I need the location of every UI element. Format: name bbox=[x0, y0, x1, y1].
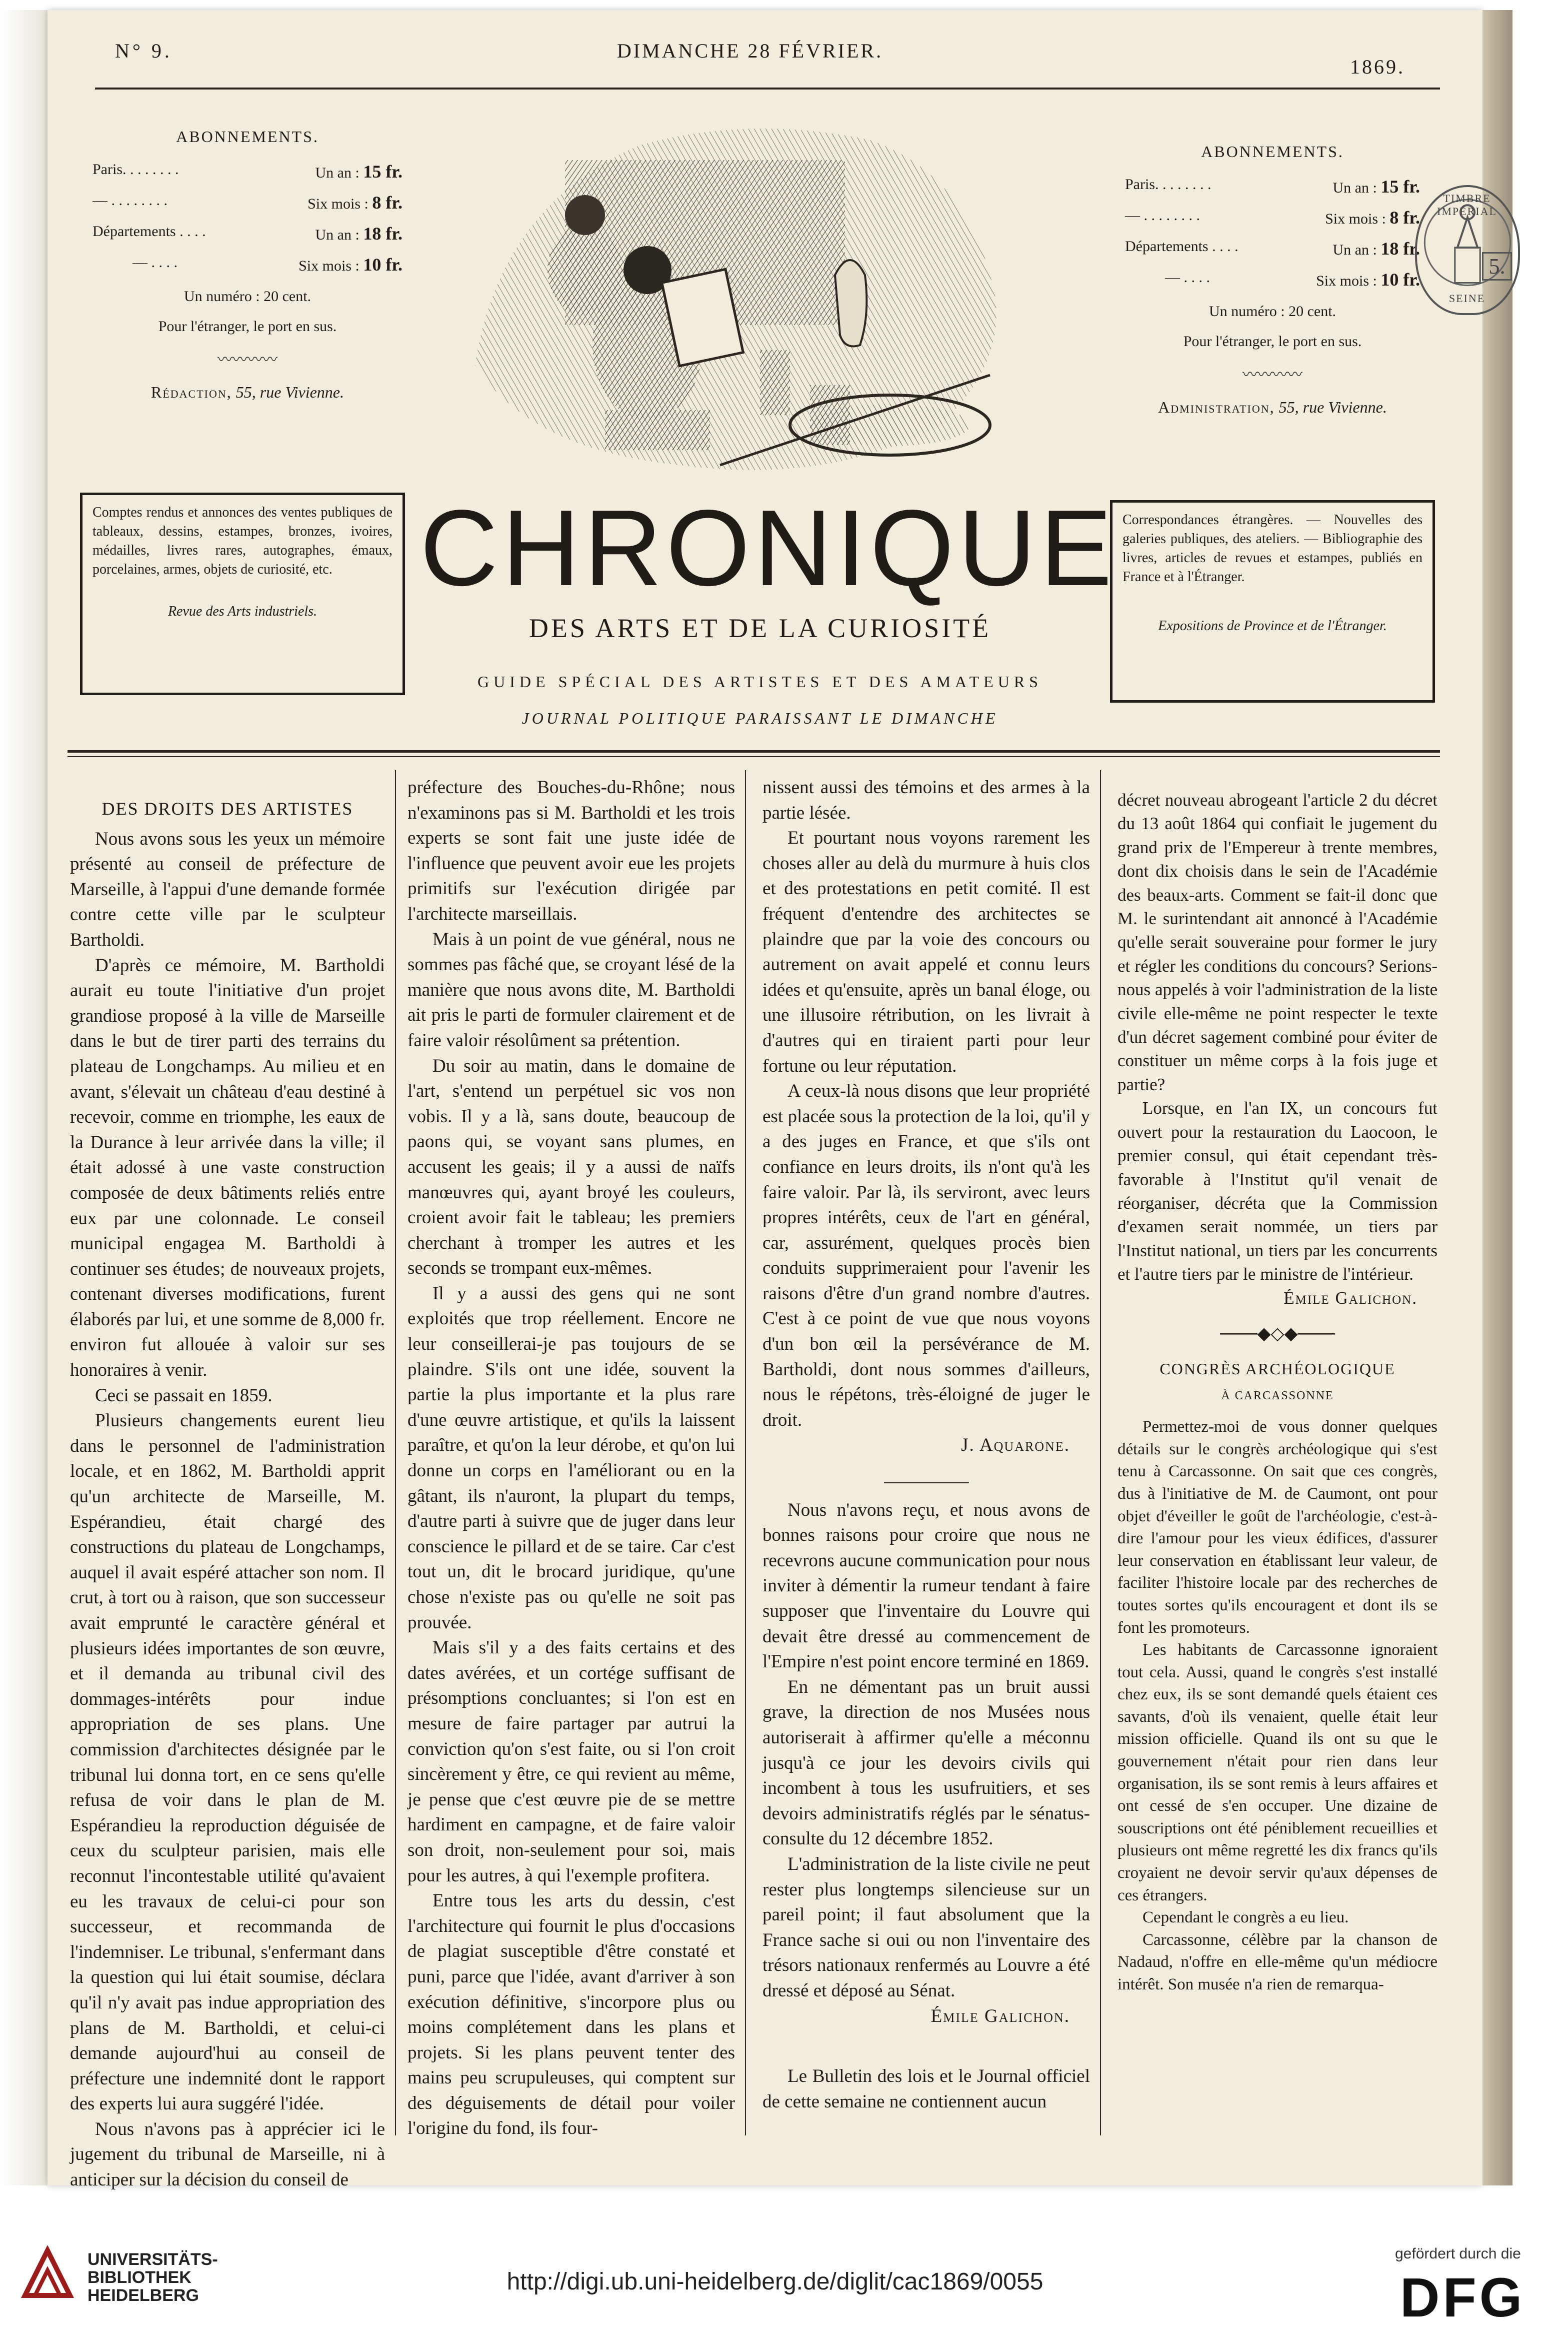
right-sub-row: Départements . . . . Un an : 18 fr. bbox=[1125, 238, 1420, 259]
left-sub-row: Paris. . . . . . . . Un an : 15 fr. bbox=[92, 161, 402, 182]
left-sub-row: — . . . . Six mois : 10 fr. bbox=[132, 254, 402, 275]
masthead-engraving bbox=[440, 105, 1030, 485]
column-rule bbox=[1100, 770, 1101, 2135]
paragraph: En ne démentant pas un bruit aussi grave, la direction de nos Musées nous autoriserait à affirmer qu'elle a méconnu jusqu'à ce jour les devoirs civils qui incombent à tous les usufruitiers, et ses devoirs administratifs réglés par le sénatus-consulte du 12 décembre 1852. bbox=[762, 1676, 1090, 1849]
paragraph: Le Bulletin des lois et le Journal officiel de cette semaine ne contiennent aucun bbox=[762, 2066, 1090, 2112]
masthead-rule bbox=[68, 750, 1440, 753]
paragraph: Et pourtant nous voyons rarement les choses aller au delà du murmure à huis clos et des protestations en petit comité. Il est fréquent d'entendre des architectes se plaindre que par la voie des concours ou autrement on avait appelé et connu leurs idées et qu'ensuite, après un banal éloge, ou une illusoire rétribution, on les livrait à d'autres qui en tiraient parti pour leur fortune ou leur réputation. bbox=[762, 828, 1090, 1076]
funding-note: gefördert durch die bbox=[1395, 2245, 1521, 2262]
paragraph: Entre tous les arts du dessin, c'est l'architecture qui fournit le plus d'occasions de plagiat susceptible d'être constaté et puni, parce que l'idée, avant d'arriver à son exécution définitive, s'incorpore plus ou moins complétement dans les plans et projets. Si les plans peuvent tenter des mains peu scrupuleuses, qui comptent sur des déguisements de détail pour voiler l'origine du fond, ils four- bbox=[408, 1890, 735, 2139]
paragraph: Nous n'avons pas à apprécier ici le jugement du tribunal de Marseille, ni à anticiper sur la décision du conseil de bbox=[70, 2118, 385, 2190]
right-sub-row: — . . . . . . . . Six mois : 8 fr. bbox=[1125, 207, 1420, 228]
paragraph: Ceci se passait en 1859. bbox=[95, 1385, 272, 1406]
masthead-subtitle: DES ARTS ET DE LA CURIOSITÉ bbox=[528, 613, 992, 643]
section-heading: CONGRÈS ARCHÉOLOGIQUE bbox=[1160, 1360, 1396, 1378]
tax-stamp bbox=[1415, 185, 1520, 315]
right-subscriptions-title: ABONNEMENTS. bbox=[1201, 143, 1344, 161]
source-url[interactable]: http://digi.ub.uni-heidelberg.de/diglit/cac1869/0055 bbox=[506, 2268, 1044, 2295]
signature: Émile Galichon. bbox=[1284, 1288, 1418, 1308]
dfg-logo: DFG bbox=[1400, 2267, 1526, 2328]
stamp-label: TIMBRE IMPÉRIAL bbox=[1437, 192, 1497, 218]
signature: J. Aquarone. bbox=[961, 1435, 1070, 1456]
left-single-issue: Un numéro : 20 cent. bbox=[184, 288, 312, 305]
masthead-rule-thin bbox=[68, 756, 1440, 757]
article-column-3 bbox=[762, 775, 1090, 2114]
right-sub-row: — . . . . Six mois : 10 fr. bbox=[1165, 269, 1420, 290]
left-notice-footer: Revue des Arts industriels. bbox=[168, 604, 318, 619]
spacer bbox=[762, 2029, 1090, 2064]
article-column-1 bbox=[70, 794, 385, 2193]
paragraph: Les habitants de Carcassonne ignoraient tout cela. Aussi, quand le congrès s'est installé chez eux, ils se sont demandé quels étaient ces savants, d'où ils venaient, quelle était leur mission officielle. Quand ils ont su que le gouvernement n'était pour rien dans leur organisation, ils se sont remis à leurs affaires et ont cessé de s'en occuper. Une dizaine de souscriptions ont été péniblement recueillies et plusieurs ont même regretté les dix francs qu'ils croyaient ne devoir servir qu'aux dépenses de ces étrangers. bbox=[1118, 1641, 1438, 1904]
paragraph: Nous avons sous les yeux un mémoire présenté au conseil de préfecture de Marseille, à l'appui d'une demande formée contre cette ville par le sculpteur Bartholdi. bbox=[70, 828, 385, 950]
right-notice-text: Correspondances étrangères. — Nouvelles des galeries publiques, des ateliers. — Bibliographie des livres, articles de revues et estampes, publiés en France et à l'Étranger. bbox=[1122, 512, 1422, 585]
left-notice-box bbox=[80, 493, 405, 695]
left-notice-text: Comptes rendus et annonces des ventes publiques de tableaux, dessins, estampes, bronzes, ivoires, médailles, livres rares, autographes, émaux, porcelaines, armes, objets de curiosité, etc. bbox=[92, 505, 392, 577]
paragraph: Nous n'avons reçu, et nous avons de bonnes raisons pour croire que nous ne recevrons aucune communication pour nous inviter à démentir la rumeur tendant à faire supposer que l'inventaire du Louvre qui devait être dressé au commencement de l'Empire n'est point encore terminé en 1869. bbox=[762, 1499, 1090, 1672]
right-foreign-note: Pour l'étranger, le port en sus. bbox=[1183, 333, 1362, 350]
paragraph: Mais à un point de vue général, nous ne sommes pas fâché que, se croyant lésé de la manière que nous avons dite, M. Bartholdi ait pris le parti de formuler clairement et de faire valoir résolûment sa prétention. bbox=[408, 929, 735, 1051]
paragraph: nissent aussi des témoins et des armes à la partie lésée. bbox=[762, 777, 1090, 823]
left-subscriptions bbox=[92, 128, 402, 402]
left-sub-row: Départements . . . . Un an : 18 fr. bbox=[92, 223, 402, 244]
article-column-4 bbox=[1118, 788, 1438, 1996]
header-rule bbox=[95, 88, 1440, 90]
stamp-dept: SEINE bbox=[1448, 292, 1486, 305]
paragraph: A ceux-là nous disons que leur propriété est placée sous la protection de la loi, qu'il y a des juges en France, et que s'ils ont confiance en leurs droits, ils n'ont qu'à les faire valoir. Par là, ils serviront, avec leurs propres intérêts, ceux de l'art en général, car, assurément, quelques procès bien conduits supprimeraient pour l'avenir les raisons d'être d'un grand nombre d'autres. C'est à ce point de vue que nous voyons d'un bon œil la persévérance de M. Bartholdi, dont nous sommes d'ailleurs, nous le répétons, très-éloigné de juger le droit. bbox=[762, 1081, 1090, 1430]
left-foreign-note: Pour l'étranger, le port en sus. bbox=[158, 318, 337, 335]
masthead-title: CHRONIQUE bbox=[420, 487, 1116, 608]
right-notice-box bbox=[1110, 500, 1435, 703]
issue-number: N° 9. bbox=[115, 40, 172, 62]
binding-spine bbox=[1482, 10, 1512, 2185]
paragraph: Lorsque, en l'an IX, un concours fut ouvert pour la restauration du Laocoon, le premier consul, qui était cependant très-favorable à l'Institut qu'il venait de réorganiser, décréta que la Commission d'examen serait nommée, un tiers par l'Institut national, un tiers par les concurrents et l'autre tiers par le ministre de l'intérieur. bbox=[1118, 1098, 1438, 1284]
ornament: ───◆◇◆─── bbox=[1220, 1323, 1335, 1343]
column-rule bbox=[745, 770, 746, 2135]
left-subscriptions-title: ABONNEMENTS. bbox=[176, 128, 319, 146]
article-heading: DES DROITS DES ARTISTES bbox=[102, 799, 354, 819]
paragraph: Permettez-moi de vous donner quelques détails sur le congrès archéologique qui s'est tenu à Carcassonne. On sait que ces congrès, dus à l'initiative de M. de Caumont, ont pour objet d'éveiller le goût de l'archéologie, c'est-à-dire l'amour pour les vieux édifices, d'assurer leur conservation en établissant leur valeur, de faciliter l'histoire locale par des recherches de toutes sortes qu'ils encouragent et dont ils se font les promoteurs. bbox=[1118, 1418, 1438, 1637]
issue-year: 1869. bbox=[1350, 56, 1405, 78]
separator-rule bbox=[762, 1465, 1090, 1491]
page-edge bbox=[0, 10, 48, 2185]
library-name: UNIVERSITÄTS- BIBLIOTHEK HEIDELBERG bbox=[88, 2250, 218, 2305]
left-ornament: 〰〰〰〰 bbox=[218, 352, 278, 368]
article-column-2 bbox=[408, 775, 735, 2141]
masthead-tagline: GUIDE SPÉCIAL DES ARTISTES ET DES AMATEURS bbox=[478, 673, 1042, 691]
right-single-issue: Un numéro : 20 cent. bbox=[1208, 303, 1336, 320]
issue-date: DIMANCHE 28 FÉVRIER. bbox=[616, 40, 884, 62]
right-ornament: 〰〰〰〰 bbox=[1242, 367, 1302, 383]
left-address: Rédaction, 55, rue Vivienne. bbox=[151, 383, 344, 401]
paragraph: Il y a aussi des gens qui ne sont exploités que trop réellement. Encore ne leur conseillerai-je pas toujours de se plaindre. S'ils ont une idée, souvent la partie la plus importante et la plus rare d'une œuvre artistique, et qu'ils la laissent paraître, et qu'on la leur dérobe, et qu'on lui donne un corps en l'améliorant ou en la gâtant, ils n'auront, la plupart du temps, d'autre parti à suivre que de juger dans leur conscience le pillard et de se taire. Car c'est tout un, dit le brocard juridique, qu'une chose n'existe pas ou qu'elle ne soit pas prouvée. bbox=[408, 1283, 735, 1633]
stamp-value: 5. bbox=[1482, 252, 1512, 281]
paragraph: L'administration de la liste civile ne peut rester plus longtemps silencieuse sur un pareil point; il faut absolument que la France sache si oui ou non l'inventaire des trésors nationaux renfermés au Louvre a été dressé et déposé au Sénat. bbox=[762, 1853, 1090, 2001]
paragraph: préfecture des Bouches-du-Rhône; nous n'examinons pas si M. Bartholdi et les trois experts se sont fait une juste idée de l'influence que peuvent avoir eue les projets primitifs sur l'exécution dirigée par l'architecte marseillais. bbox=[408, 777, 735, 924]
digitization-footer bbox=[0, 2210, 1568, 2351]
section-subheading: À CARCASSONNE bbox=[1221, 1389, 1334, 1402]
paragraph: Carcassonne, célèbre par la chanson de Nadaud, n'offre en elle-même qu'un médiocre intérêt. Son musée n'a rien de remarqua- bbox=[1118, 1930, 1438, 1993]
university-logo-icon bbox=[20, 2245, 75, 2300]
column-rule bbox=[395, 770, 396, 2135]
right-address: Administration, 55, rue Vivienne. bbox=[1158, 398, 1387, 416]
paragraph: Plusieurs changements eurent lieu dans le personnel de l'administration locale, et en 1862, M. Bartholdi apprit qu'un architecte de Marseille, M. Espérandieu, était chargé des constructions du plateau de Longchamps, auquel il avait espéré attacher son nom. Il crut, à tort ou à raison, que son successeur avait emprunté le caractère général et plusieurs idées importantes de son œuvre, et il demanda au tribunal civil des dommages-intérêts pour indue appropriation de ses plans. Une commission d'architectes désignée par le tribunal lui donna tort, en ce sens qu'elle refusa de voir dans le plan de M. Espérandieu la reproduction déguisée de ceux du sculpteur parisien, mais elle reconnut l'incontestable utilité qu'avaient eu les travaux de celui-ci pour son successeur, et recommanda de l'indemniser. Le tribunal, s'enfermant dans la question qui lui était soumise, déclara qu'il n'y avait pas indue appropriation des plans de M. Bartholdi, et celui-ci demande aujourd'hui au conseil de préfecture une indemnité dont le rapport des experts lui aura suggéré l'idée. bbox=[70, 1410, 385, 2114]
paragraph: Cependant le congrès a eu lieu. bbox=[1142, 1908, 1349, 1927]
paragraph: D'après ce mémoire, M. Bartholdi aurait eu toute l'initiative d'un projet grandiose proposé à la ville de Marseille dans le but de tirer parti des terrains du plateau de Longchamps. Au milieu et en avant, s'élevait un château d'eau destiné à recevoir, comme en triomphe, les eaux de la Durance à leur arrivée dans la ville; il était adossé à une vaste construction composée de deux bâtiments reliés entre eux par une colonnade. Le conseil municipal engagea M. Bartholdi à continuer ses études; de nouveaux projets, contenant diverses modifications, furent élaborés par lui, et une somme de 8,000 fr. environ fut allouée à valoir sur ses honoraires à venir. bbox=[70, 955, 385, 1381]
masthead-journal: JOURNAL POLITIQUE PARAISSANT LE DIMANCHE bbox=[522, 709, 998, 727]
right-subscriptions bbox=[1125, 143, 1420, 417]
right-notice-footer: Expositions de Province et de l'Étranger. bbox=[1158, 618, 1387, 634]
left-sub-row: — . . . . . . . . Six mois : 8 fr. bbox=[92, 192, 402, 213]
right-sub-row: Paris. . . . . . . . Un an : 15 fr. bbox=[1125, 176, 1420, 197]
paragraph: Du soir au matin, dans le domaine de l'art, s'entend un perpétuel sic vos non vobis. Il y a là, sans doute, beaucoup de paons qui, se voyant sans plumes, en accusent les geais; il y a aussi de naïfs manœuvres qui, ayant broyé les couleurs, croient avoir fait le tableau; les premiers cherchant à tromper les autres et les seconds se trompant eux-mêmes. bbox=[408, 1055, 735, 1279]
paragraph: décret nouveau abrogeant l'article 2 du décret du 13 août 1864 qui confiait le jugement du grand prix de l'Empereur à trente membres, dont dix choisis dans le sein de l'Académie des beaux-arts. Comment se fait-il donc que M. le surintendant ait annoncé à l'Académie qu'elle serait souveraine pour former le jury et régler les conditions du concours? Serions-nous appelés à voir l'administration de la liste civile elle-même ne point respecter le texte d'un décret sagement combiné pour éviter de constituer un même corps à la fois juge et partie? bbox=[1118, 790, 1438, 1094]
paragraph: Mais s'il y a des faits certains et des dates avérées, et un cortége suffisant de présomptions concluantes; si l'on est en mesure de faire partager par autrui la conviction qu'on s'est faite, ou si l'on croit sincèrement y être, ce qui revient au même, je pense que c'est œuvre pie de se mettre hardiment en campagne, et de faire valoir son droit, non-seulement pour soi, mais pour les autres, à qui l'exemple profitera. bbox=[408, 1637, 735, 1886]
signature: Émile Galichon. bbox=[930, 2005, 1070, 2026]
